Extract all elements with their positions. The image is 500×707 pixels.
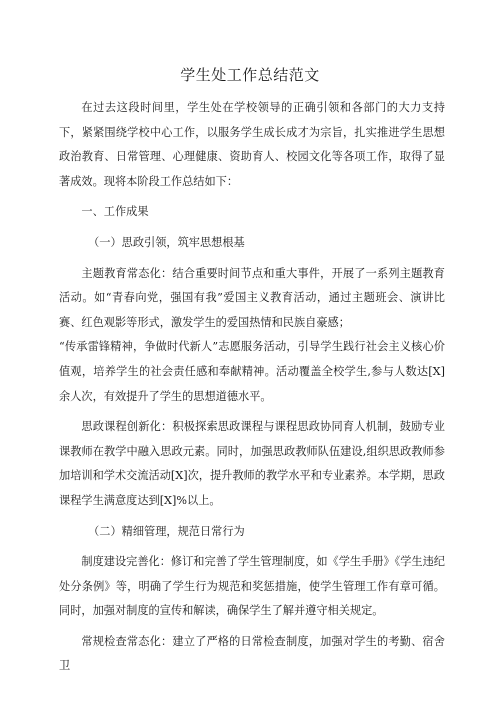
paragraph-system-construction: 制度建设完善化：修订和完善了学生管理制度，如《学生手册》《学生违纪处分条例》等，明确了学生行为规范和奖惩措施，使学生管理工作有章可循。同时，加强对制度的宣传和解读，确保学生了解并遵守相关规定。 bbox=[59, 555, 445, 618]
subsection-heading-ideological-guidance: （一）思政引领，筑牢思想根基 bbox=[88, 235, 245, 249]
document-title: 学生处工作总结范文 bbox=[180, 66, 320, 84]
intro-paragraph: 在过去这段时间里，学生处在学校领导的正确引领和各部门的大力支持下，紧紧围绕学校中心工作，以服务学生成长成才为宗旨，扎实推进学生思想政治教育、日常管理、心理健康、资助育人、校园文化等各项工作，取得了显著成效。现将本阶段工作总结如下： bbox=[59, 101, 445, 188]
paragraph-course-innovation: 思政课程创新化：积极探索思政课程与课程思政协同育人机制，鼓励专业课教师在教学中融入思政元素。同时，加强思政教师队伍建设,组织思政教师参加培训和学术交流活动[X]次，提升教师的教学水平和专业素养。本学期，思政课程学生满意度达到[X]%以上。 bbox=[59, 420, 445, 507]
document-body bbox=[59, 96, 445, 679]
section-heading-work-results: 一、工作成果 bbox=[81, 205, 149, 219]
paragraph-theme-education: 主题教育常态化：结合重要时间节点和重大事件，开展了一系列主题教育活动。如“青春向党，强国有我”爱国主义教育活动，通过主题班会、演讲比赛、红色观影等形式，激发学生的爱国热情和民族自豪感； bbox=[59, 266, 445, 329]
subsection-heading-fine-management: （二）精细管理，规范日常行为 bbox=[88, 524, 245, 538]
paragraph-volunteer-service: “传承雷锋精神，争做时代新人”志愿服务活动，引导学生践行社会主义核心价值观，培养学生的社会责任感和奉献精神。活动覆盖全校学生,参与人数达[X]余人次，有效提升了学生的思想道德水平。 bbox=[59, 340, 445, 403]
paragraph-routine-inspection: 常规检查常态化：建立了严格的日常检查制度，加强对学生的考勤、宿舍卫 bbox=[59, 634, 445, 673]
